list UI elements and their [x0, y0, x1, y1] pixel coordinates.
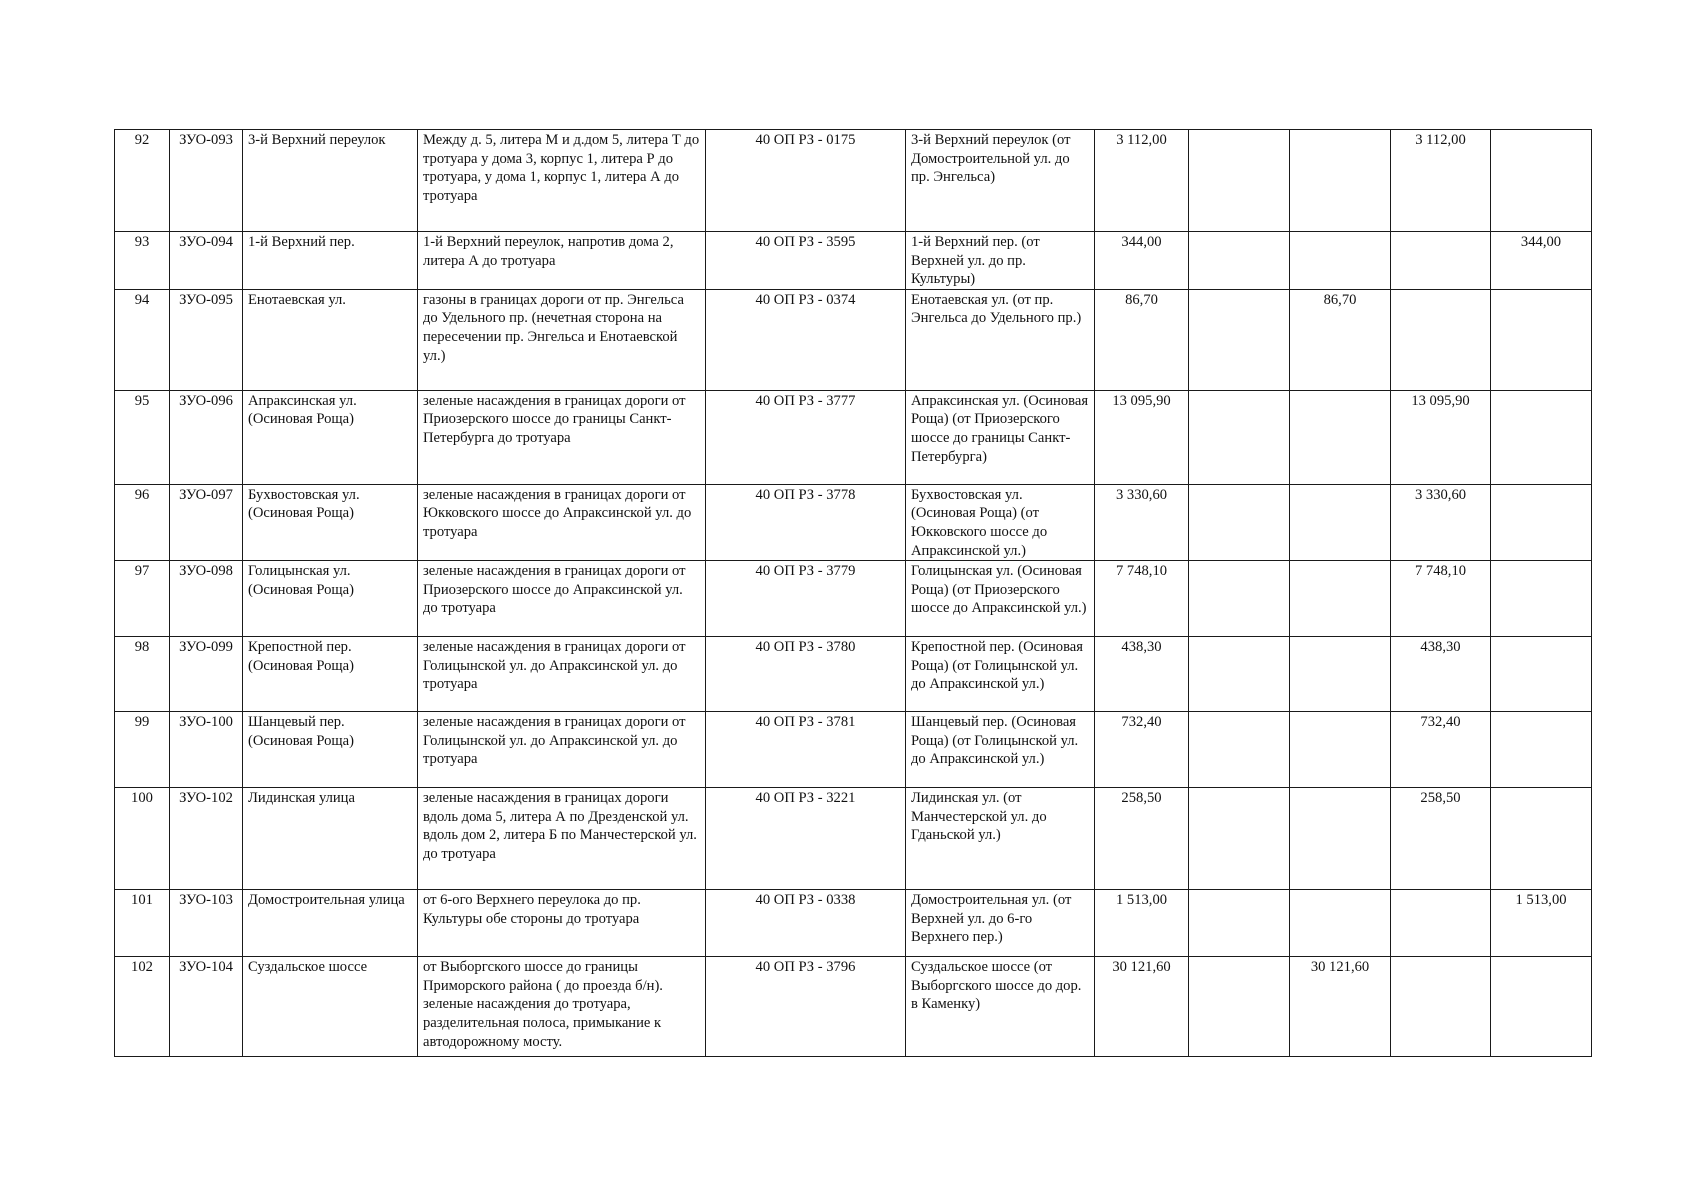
table-row — [115, 637, 1592, 712]
value-col1-cell — [1189, 130, 1290, 232]
value-col2-cell — [1290, 788, 1391, 890]
road-id-cell: 40 ОП РЗ - 0338 — [706, 890, 906, 957]
object-code-cell: ЗУО-103 — [170, 890, 243, 957]
road-name-cell: Шанцевый пер. (Осиновая Роща) (от Голицынской ул. до Апраксинской ул.) — [906, 712, 1095, 788]
table-row — [115, 561, 1592, 637]
area-cell: 1 513,00 — [1095, 890, 1189, 957]
description-cell: зеленые насаждения в границах дороги от Приозерского шоссе до Апраксинской ул. до тротуара — [418, 561, 706, 637]
value-col4-cell: 1 513,00 — [1491, 890, 1592, 957]
row-number-cell: 92 — [115, 130, 170, 232]
value-col1-cell — [1189, 712, 1290, 788]
value-col2-cell — [1290, 390, 1391, 484]
street-name-cell: Бухвостовская ул. (Осиновая Роща) — [243, 484, 418, 560]
road-id-cell: 40 ОП РЗ - 3781 — [706, 712, 906, 788]
row-number-cell: 97 — [115, 561, 170, 637]
road-id-cell: 40 ОП РЗ - 3780 — [706, 637, 906, 712]
street-name-cell: Лидинская улица — [243, 788, 418, 890]
row-number-cell: 101 — [115, 890, 170, 957]
street-name-cell: Голицынская ул. (Осиновая Роща) — [243, 561, 418, 637]
street-name-cell: Апраксинская ул. (Осиновая Роща) — [243, 390, 418, 484]
description-cell: зеленые насаждения в границах дороги от Голицынской ул. до Апраксинской ул. до тротуара — [418, 712, 706, 788]
value-col4-cell — [1491, 957, 1592, 1057]
description-cell: зеленые насаждения в границах дороги от Голицынской ул. до Апраксинской ул. до тротуара — [418, 637, 706, 712]
road-id-cell: 40 ОП РЗ - 3779 — [706, 561, 906, 637]
row-number-cell: 93 — [115, 232, 170, 290]
row-number-cell: 95 — [115, 390, 170, 484]
road-id-cell: 40 ОП РЗ - 3778 — [706, 484, 906, 560]
description-cell: зеленые насаждения в границах дороги от Приозерского шоссе до границы Санкт-Петербурга до тротуара — [418, 390, 706, 484]
description-cell: от Выборгского шоссе до границы Приморского района ( до проезда б/н). зеленые насаждения до тротуара, разделительная полоса, примыкание к автодорожному мосту. — [418, 957, 706, 1057]
road-id-cell: 40 ОП РЗ - 0175 — [706, 130, 906, 232]
road-id-cell: 40 ОП РЗ - 3221 — [706, 788, 906, 890]
value-col3-cell: 7 748,10 — [1391, 561, 1491, 637]
row-number-cell: 98 — [115, 637, 170, 712]
area-cell: 732,40 — [1095, 712, 1189, 788]
object-code-cell: ЗУО-104 — [170, 957, 243, 1057]
object-code-cell: ЗУО-102 — [170, 788, 243, 890]
value-col4-cell — [1491, 390, 1592, 484]
object-code-cell: ЗУО-097 — [170, 484, 243, 560]
road-name-cell: Голицынская ул. (Осиновая Роща) (от Приозерского шоссе до Апраксинской ул.) — [906, 561, 1095, 637]
street-name-cell: Шанцевый пер. (Осиновая Роща) — [243, 712, 418, 788]
value-col2-cell: 30 121,60 — [1290, 957, 1391, 1057]
road-id-cell: 40 ОП РЗ - 3595 — [706, 232, 906, 290]
object-code-cell: ЗУО-095 — [170, 289, 243, 390]
value-col3-cell — [1391, 232, 1491, 290]
road-name-cell: Суздальское шоссе (от Выборгского шоссе до дор. в Каменку) — [906, 957, 1095, 1057]
value-col3-cell — [1391, 957, 1491, 1057]
table-row — [115, 390, 1592, 484]
object-code-cell: ЗУО-100 — [170, 712, 243, 788]
road-name-cell: 1-й Верхний пер. (от Верхней ул. до пр. Культуры) — [906, 232, 1095, 290]
object-code-cell: ЗУО-099 — [170, 637, 243, 712]
description-cell: зеленые насаждения в границах дороги от Юкковского шоссе до Апраксинской ул. до тротуара — [418, 484, 706, 560]
value-col1-cell — [1189, 637, 1290, 712]
area-cell: 7 748,10 — [1095, 561, 1189, 637]
road-id-cell: 40 ОП РЗ - 3796 — [706, 957, 906, 1057]
description-cell: Между д. 5, литера М и д.дом 5, литера Т до тротуара у дома 3, корпус 1, литера Р до тротуара, у дома 1, корпус 1, литера А до тротуара — [418, 130, 706, 232]
road-name-cell: 3-й Верхний переулок (от Домостроительной ул. до пр. Энгельса) — [906, 130, 1095, 232]
object-code-cell: ЗУО-093 — [170, 130, 243, 232]
value-col1-cell — [1189, 390, 1290, 484]
street-name-cell: Крепостной пер. (Осиновая Роща) — [243, 637, 418, 712]
value-col4-cell — [1491, 637, 1592, 712]
table-body — [115, 130, 1592, 1057]
value-col2-cell — [1290, 130, 1391, 232]
area-cell: 3 330,60 — [1095, 484, 1189, 560]
object-code-cell: ЗУО-094 — [170, 232, 243, 290]
area-cell: 344,00 — [1095, 232, 1189, 290]
value-col1-cell — [1189, 561, 1290, 637]
road-name-cell: Домостроительная ул. (от Верхней ул. до 6-го Верхнего пер.) — [906, 890, 1095, 957]
street-name-cell: Домостроительная улица — [243, 890, 418, 957]
value-col4-cell — [1491, 788, 1592, 890]
row-number-cell: 94 — [115, 289, 170, 390]
road-name-cell: Енотаевская ул. (от пр. Энгельса до Удельного пр.) — [906, 289, 1095, 390]
value-col2-cell — [1290, 637, 1391, 712]
row-number-cell: 102 — [115, 957, 170, 1057]
registry-table — [114, 129, 1592, 1057]
street-name-cell: 3-й Верхний переулок — [243, 130, 418, 232]
table-row — [115, 484, 1592, 560]
value-col3-cell: 438,30 — [1391, 637, 1491, 712]
value-col3-cell: 3 112,00 — [1391, 130, 1491, 232]
area-cell: 3 112,00 — [1095, 130, 1189, 232]
value-col2-cell — [1290, 232, 1391, 290]
value-col4-cell — [1491, 289, 1592, 390]
object-code-cell: ЗУО-096 — [170, 390, 243, 484]
value-col4-cell — [1491, 484, 1592, 560]
area-cell: 86,70 — [1095, 289, 1189, 390]
road-id-cell: 40 ОП РЗ - 3777 — [706, 390, 906, 484]
value-col1-cell — [1189, 232, 1290, 290]
description-cell: от 6-ого Верхнего переулока до пр. Культуры обе стороны до тротуара — [418, 890, 706, 957]
table-row — [115, 890, 1592, 957]
value-col3-cell: 258,50 — [1391, 788, 1491, 890]
row-number-cell: 99 — [115, 712, 170, 788]
value-col4-cell — [1491, 712, 1592, 788]
row-number-cell: 100 — [115, 788, 170, 890]
table-row — [115, 289, 1592, 390]
road-name-cell: Апраксинская ул. (Осиновая Роща) (от Приозерского шоссе до границы Санкт-Петербурга) — [906, 390, 1095, 484]
row-number-cell: 96 — [115, 484, 170, 560]
value-col1-cell — [1189, 957, 1290, 1057]
value-col1-cell — [1189, 484, 1290, 560]
value-col2-cell — [1290, 712, 1391, 788]
object-code-cell: ЗУО-098 — [170, 561, 243, 637]
value-col2-cell — [1290, 890, 1391, 957]
road-id-cell: 40 ОП РЗ - 0374 — [706, 289, 906, 390]
table-row — [115, 130, 1592, 232]
area-cell: 13 095,90 — [1095, 390, 1189, 484]
area-cell: 258,50 — [1095, 788, 1189, 890]
value-col2-cell — [1290, 484, 1391, 560]
table-row — [115, 788, 1592, 890]
description-cell: 1-й Верхний переулок, напротив дома 2, литера А до тротуара — [418, 232, 706, 290]
value-col2-cell: 86,70 — [1290, 289, 1391, 390]
value-col4-cell — [1491, 130, 1592, 232]
table-row — [115, 957, 1592, 1057]
road-name-cell: Бухвостовская ул. (Осиновая Роща) (от Юкковского шоссе до Апраксинской ул.) — [906, 484, 1095, 560]
value-col1-cell — [1189, 788, 1290, 890]
value-col2-cell — [1290, 561, 1391, 637]
value-col1-cell — [1189, 289, 1290, 390]
road-name-cell: Крепостной пер. (Осиновая Роща) (от Голицынской ул. до Апраксинской ул.) — [906, 637, 1095, 712]
street-name-cell: 1-й Верхний пер. — [243, 232, 418, 290]
value-col3-cell: 13 095,90 — [1391, 390, 1491, 484]
value-col3-cell — [1391, 289, 1491, 390]
table-row — [115, 232, 1592, 290]
value-col1-cell — [1189, 890, 1290, 957]
description-cell: газоны в границах дороги от пр. Энгельса до Удельного пр. (нечетная сторона на пересечении пр. Энгельса и Енотаевской ул.) — [418, 289, 706, 390]
street-name-cell: Енотаевская ул. — [243, 289, 418, 390]
street-name-cell: Суздальское шоссе — [243, 957, 418, 1057]
area-cell: 30 121,60 — [1095, 957, 1189, 1057]
value-col3-cell: 3 330,60 — [1391, 484, 1491, 560]
value-col4-cell — [1491, 561, 1592, 637]
area-cell: 438,30 — [1095, 637, 1189, 712]
road-name-cell: Лидинская ул. (от Манчестерской ул. до Гданьской ул.) — [906, 788, 1095, 890]
table-row — [115, 712, 1592, 788]
value-col4-cell: 344,00 — [1491, 232, 1592, 290]
value-col3-cell: 732,40 — [1391, 712, 1491, 788]
value-col3-cell — [1391, 890, 1491, 957]
description-cell: зеленые насаждения в границах дороги вдоль дома 5, литера А по Дрезденской ул. вдоль дом 2, литера Б по Манчестерской ул. до тротуара — [418, 788, 706, 890]
